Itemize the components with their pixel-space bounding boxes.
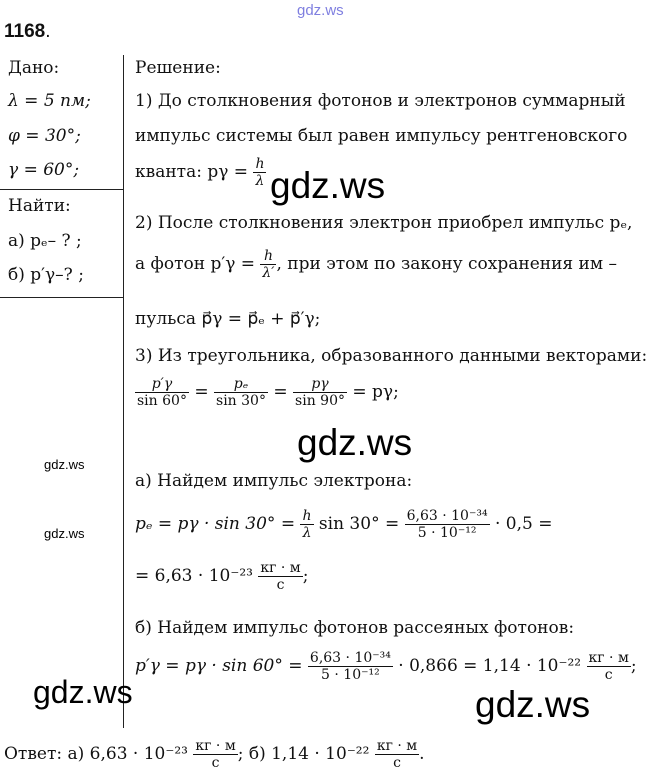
part-b-title: б) Найдем импульс фотонов рассеяных фотонов: — [135, 618, 575, 638]
ratio-2: $\frac{\text{pₑ}}{\sin 30^\circ}$ — [216, 376, 266, 409]
divider-vertical — [123, 55, 124, 728]
top-watermark: gdz.ws — [297, 2, 344, 19]
find-title: Найти: — [8, 196, 71, 216]
watermark-1: gdz.ws — [270, 165, 386, 206]
step1-line3: кванта: pγ = $\frac{h}{\lambda}$ — [135, 156, 265, 189]
find-b: б) p′γ–? ; — [8, 265, 84, 285]
step1-line2: импульс системы был равен импульсу рентгеновского — [135, 126, 628, 146]
ratio-3: $\frac{p\gamma}{\sin 90^\circ}$ — [295, 376, 345, 409]
watermark-5: gdz.ws — [33, 674, 133, 710]
divider-find-end — [0, 297, 123, 298]
step2-line1: 2) После столкновения электрон приобрел импульс pₑ, — [135, 213, 633, 233]
step3-proportion: $\frac{p'\gamma}{\sin 60^\circ}$ = $\frac{\text{pₑ}}{\sin 30^\circ}$ = $\frac{p\gamma}{\sin 90^\circ}$ = pγ; — [137, 376, 399, 409]
ratio-1: $\frac{p'\gamma}{\sin 60^\circ}$ — [137, 376, 187, 409]
unit-fraction-b: $\frac{кг \cdot м}{с}$ — [588, 650, 629, 683]
problem-number: 1168. — [4, 21, 51, 42]
step1-line1: 1) До столкновения фотонов и электронов суммарный — [135, 91, 626, 111]
step2-line2: а фотон p′γ = $\frac{h}{\lambda'}$ , при этом по закону сохранения им – — [135, 248, 617, 281]
part-a-result: = 6,63 · 10⁻²³ $\frac{кг \cdot м}{с}$ ; — [135, 560, 309, 593]
watermark-3: gdz.ws — [44, 457, 85, 472]
watermark-4: gdz.ws — [44, 526, 85, 541]
unit-fraction-a: $\frac{кг \cdot м}{с}$ — [260, 560, 301, 593]
watermark-2: gdz.ws — [297, 422, 413, 463]
h-over-lambda-prime-fraction: $\frac{h}{\lambda'}$ — [262, 248, 275, 281]
answer-unit-a: $\frac{кг \cdot м}{с}$ — [195, 738, 236, 771]
part-a-calc: pₑ = pγ · sin 30° = $\frac{h}{\lambda}$ sin 30° = $\frac{\text{6,63 · 10⁻³⁴}}{\text{5 · 10⁻¹²}}$ · 0,5 = — [135, 508, 553, 541]
answer-line: Ответ: а) 6,63 · 10⁻²³ $\frac{кг \cdot м}{с}$ ; б) 1,14 · 10⁻²² $\frac{кг \cdot м}{с}$ . — [4, 738, 425, 771]
given-lambda: λ = 5 пм; — [8, 91, 91, 111]
part-b-calc: p′γ = pγ · sin 60° = $\frac{\text{6,63 · 10⁻³⁴}}{\text{5 · 10⁻¹²}}$ · 0,866 = 1,14 · 10⁻²² $\frac{кг \cdot м}{с}$ ; — [135, 650, 637, 683]
find-a: а) pₑ– ? ; — [8, 231, 82, 251]
step2-line3: пульса p⃗γ = p⃗ₑ + p⃗′γ; — [135, 309, 321, 329]
given-phi: φ = 30°; — [8, 126, 81, 146]
answer-unit-b: $\frac{кг \cdot м}{с}$ — [376, 738, 418, 771]
part-a-title: а) Найдем импульс электрона: — [135, 471, 413, 491]
given-gamma: γ = 60°; — [8, 160, 80, 180]
given-title: Дано: — [8, 58, 60, 78]
solution-title: Решение: — [135, 58, 221, 78]
part-a-h-lambda: $\frac{h}{\lambda}$ — [302, 508, 312, 541]
watermark-6: gdz.ws — [475, 684, 591, 725]
part-a-number-fraction: $\frac{\text{6,63 · 10⁻³⁴}}{\text{5 · 10⁻¹²}}$ — [406, 508, 488, 541]
h-over-lambda-fraction: $\frac{h}{\lambda}$ — [255, 156, 265, 189]
part-b-number-fraction: $\frac{\text{6,63 · 10⁻³⁴}}{\text{5 · 10⁻¹²}}$ — [309, 650, 391, 683]
step3-line1: 3) Из треугольника, образованного данными векторами: — [135, 346, 647, 366]
divider-given-find — [0, 189, 123, 190]
